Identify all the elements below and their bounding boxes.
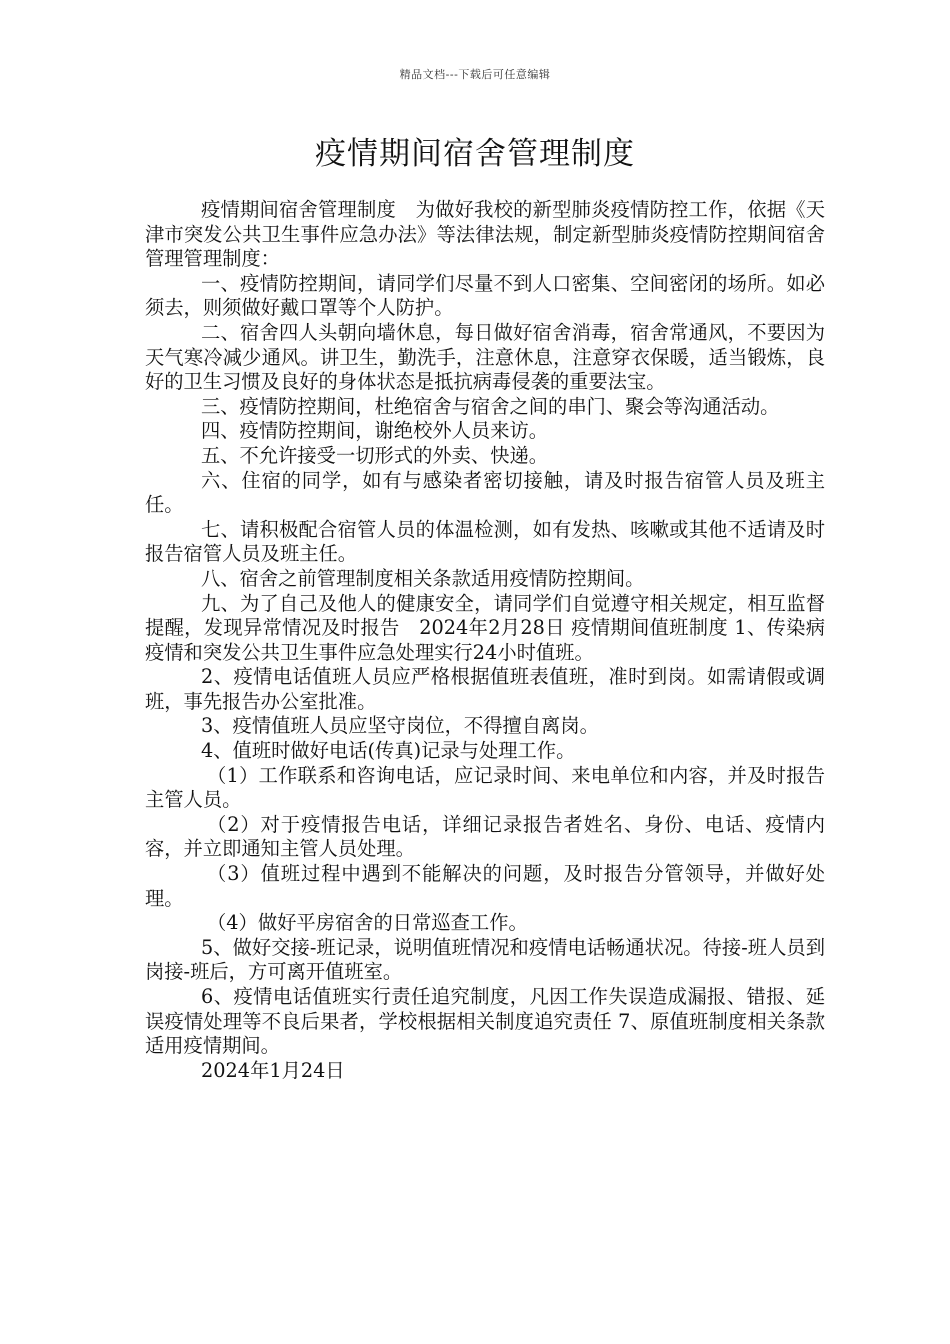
paragraph-item-6: 六、住宿的同学，如有与感染者密切接触，请及时报告宿管人员及班主任。 [145, 468, 825, 517]
page-header: 精品文档---下载后可任意编辑 [399, 68, 551, 81]
paragraph-item-7: 七、请积极配合宿管人员的体温检测，如有发热、咳嗽或其他不适请及时报告宿管人员及班主任。 [145, 517, 825, 566]
paragraph-item-5: 五、不允许接受一切形式的外卖、快递。 [201, 443, 549, 467]
paragraph-duty-4-3: （3）值班过程中遇到不能解决的问题，及时报告分管领导，并做好处理。 [145, 862, 825, 910]
paragraph-intro: 疫情期间宿舍管理制度 为做好我校的新型肺炎疫情防控工作，依据《天津市突发公共卫生事件应急办法》等法律法规，制定新型肺炎疫情防控期间宿舍管理管理制度： [145, 198, 825, 271]
paragraph-item-1: 一、疫情防控期间，请同学们尽量不到人口密集、空间密闭的场所。如必须去，则须做好戴口罩等个人防护。 [145, 271, 825, 320]
paragraph-duty-4: 4、值班时做好电话(传真)记录与处理工作。 [201, 739, 576, 763]
paragraph-duty-4-2: （2）对于疫情报告电话，详细记录报告者姓名、身份、电话、疫情内容，并立即通知主管人员处理。 [145, 812, 825, 861]
document-body [145, 198, 825, 1083]
paragraph-duty-4-4: （4）做好平房宿舍的日常巡查工作。 [207, 911, 528, 935]
paragraph-duty-6: 6、疫情电话值班实行责任追究制度，凡因工作失误造成漏报、错报、延误疫情处理等不良后果者，学校根据相关制度追究责任 7、原值班制度相关条款适用疫情期间。 [145, 985, 825, 1058]
paragraph-item-4: 四、疫情防控期间，谢绝校外人员来访。 [201, 419, 549, 443]
paragraph-item-8: 八、宿舍之前管理制度相关条款适用疫情防控期间。 [201, 566, 645, 590]
paragraph-duty-4-1: （1）工作联系和咨询电话，应记录时间、来电单位和内容，并及时报告主管人员。 [145, 763, 825, 812]
paragraph-item-3: 三、疫情防控期间，杜绝宿舍与宿舍之间的串门、聚会等沟通活动。 [201, 394, 780, 418]
document-date: 2024年1月24日 [201, 1058, 345, 1082]
paragraph-duty-5: 5、做好交接-班记录，说明值班情况和疫情电话畅通状况。待接-班人员到岗接-班后，方可离开值班室。 [145, 935, 825, 984]
document-title: 疫情期间宿舍管理制度 [315, 136, 635, 172]
paragraph-item-2: 二、宿舍四人头朝向墙休息，每日做好宿舍消毒，宿舍常通风，不要因为天气寒冷减少通风。讲卫生，勤洗手，注意休息，注意穿衣保暖，适当锻炼，良好的卫生习惯及良好的身体状态是抵抗病毒侵袭的重要法宝。 [145, 320, 825, 394]
paragraph-item-9: 九、为了自己及他人的健康安全，请同学们自觉遵守相关规定，相互监督提醒，发现异常情况及时报告 2024年2月28日 疫情期间值班制度 1、传染病疫情和突发公共卫生事件应急处理实行24小时值班。 [145, 591, 825, 664]
paragraph-duty-2: 2、疫情电话值班人员应严格根据值班表值班，准时到岗。如需请假或调班，事先报告办公室批准。 [145, 665, 825, 713]
paragraph-duty-3: 3、疫情值班人员应坚守岗位，不得擅自离岗。 [201, 714, 599, 738]
